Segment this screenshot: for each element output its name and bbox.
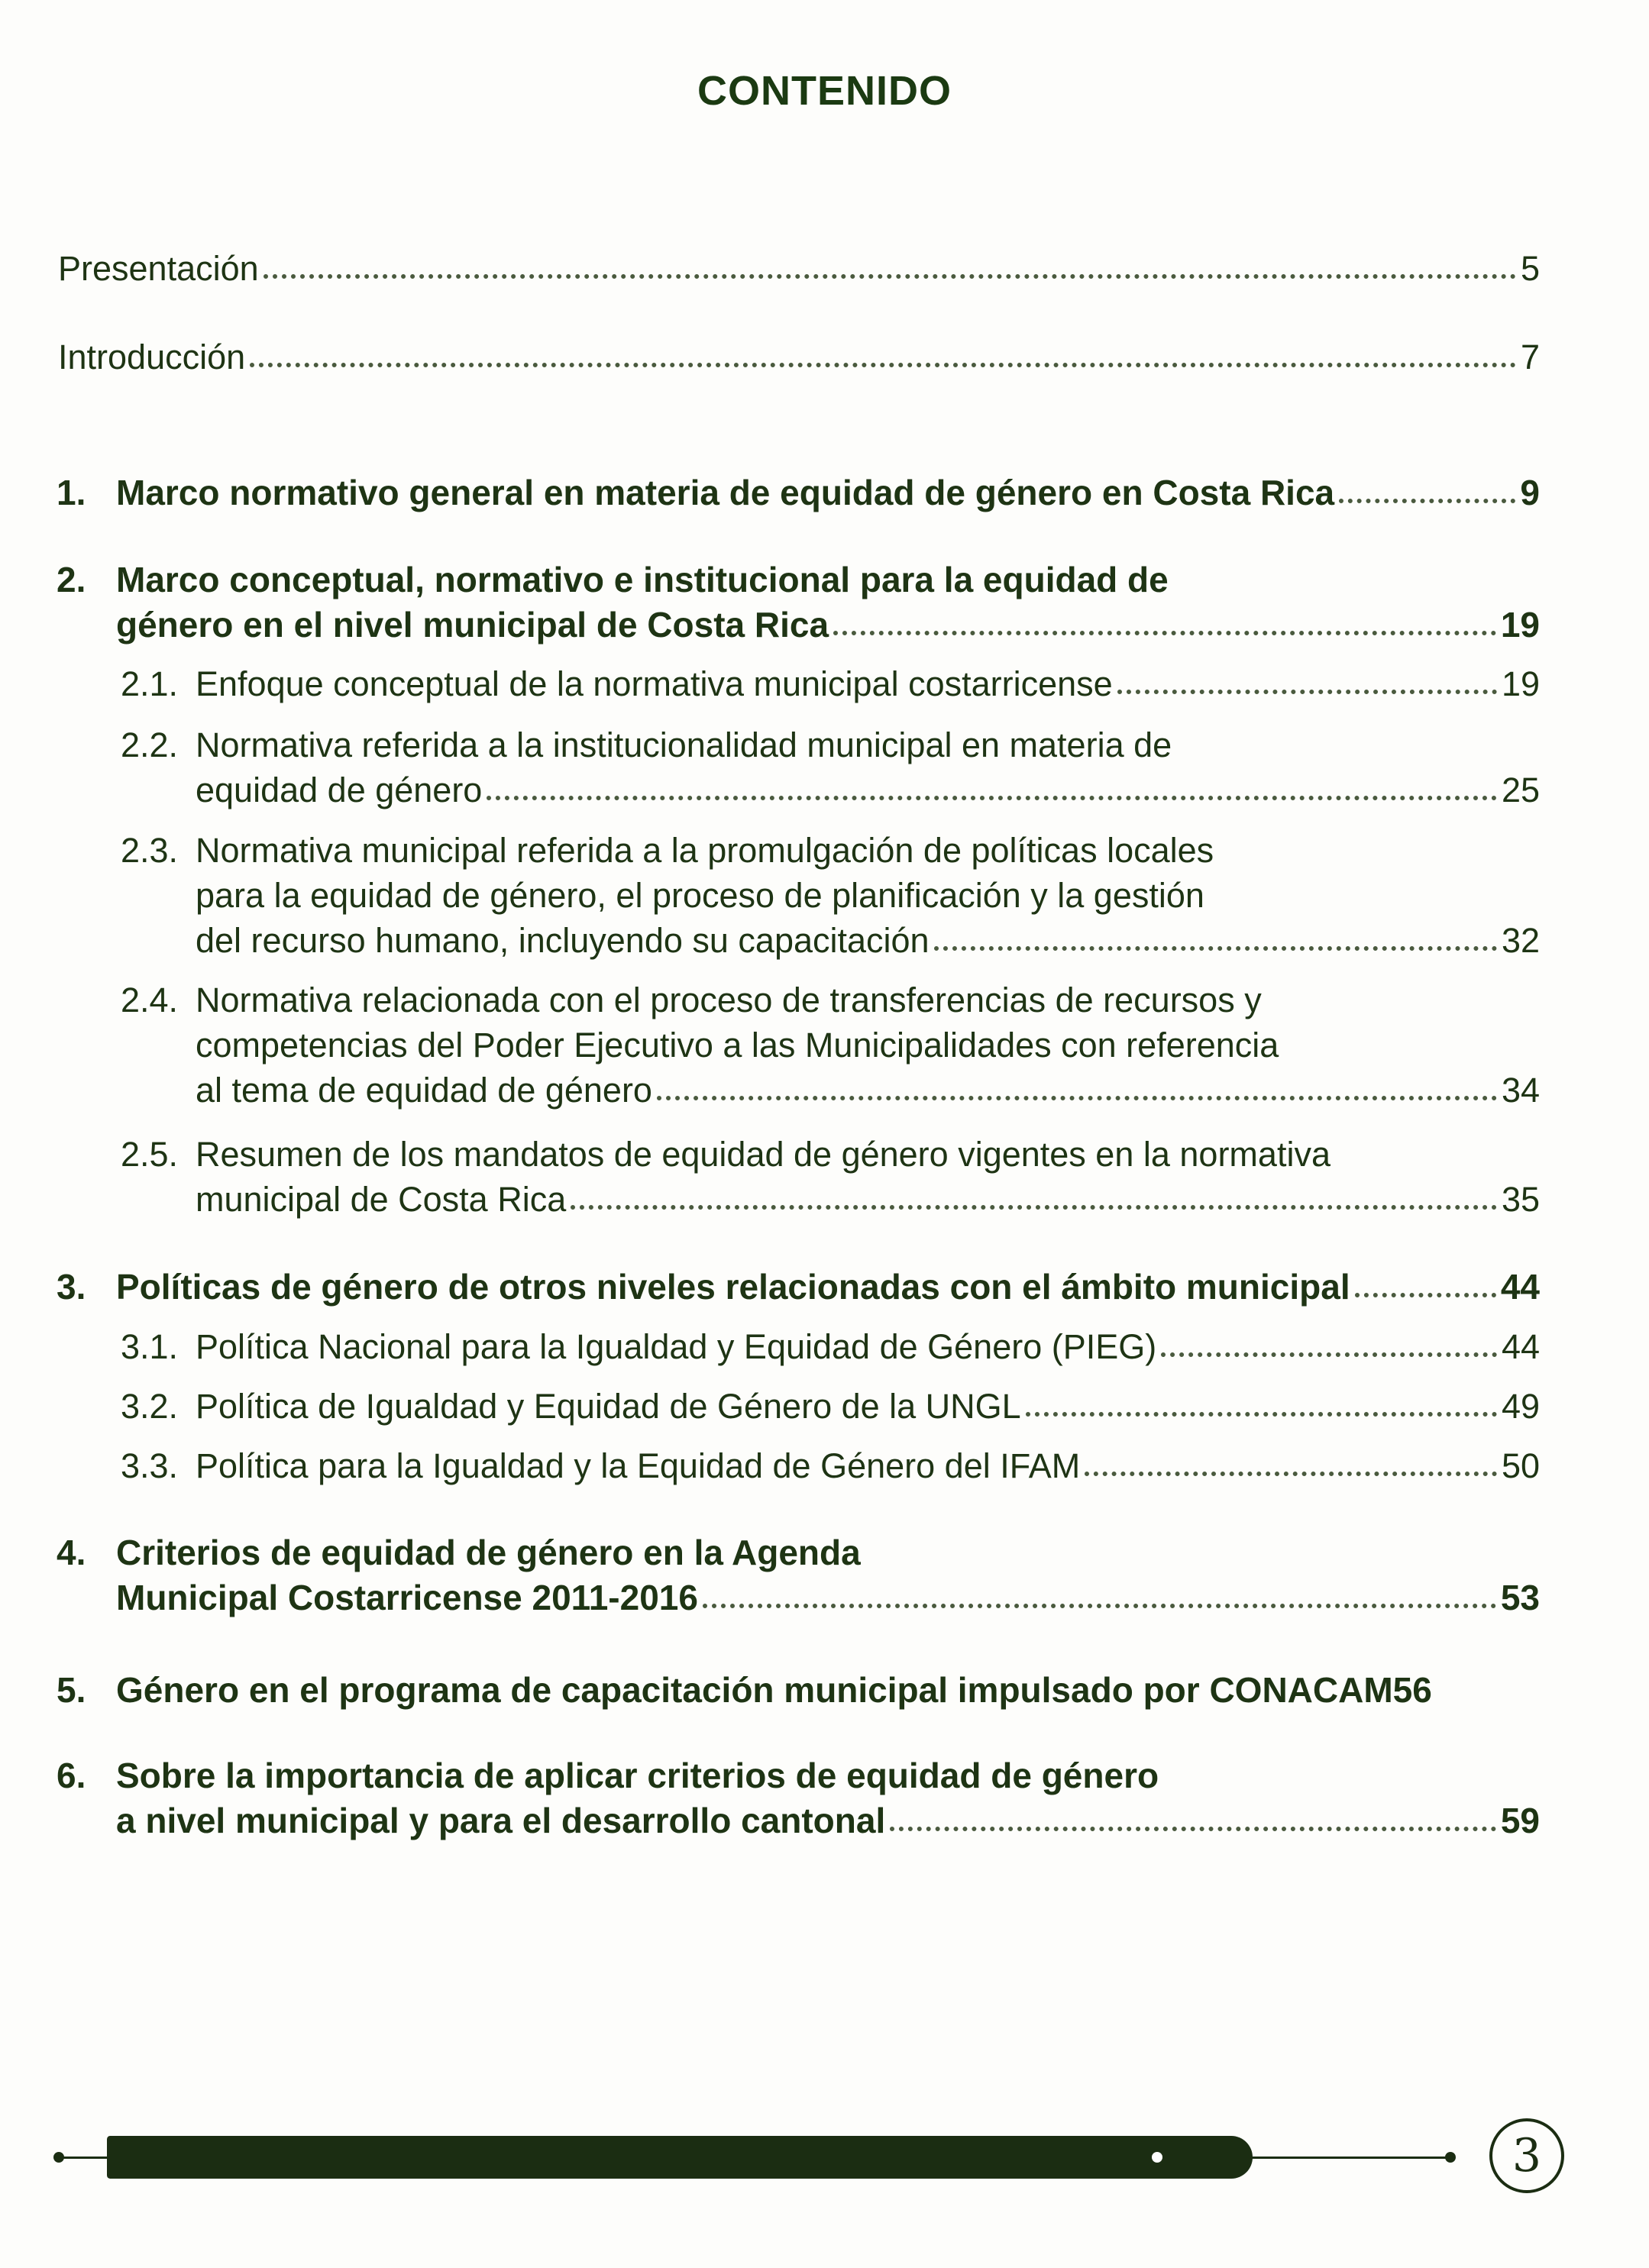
toc-entry-text: Marco normativo general en materia de equidad de género en Costa Rica <box>116 473 1335 512</box>
toc-entry-text-line: Sobre la importancia de aplicar criterios de equidad de género <box>116 1756 1159 1795</box>
toc-entry-3[interactable] <box>58 1265 1540 1310</box>
toc-entry-text-line: Normativa relacionada con el proceso de transferencias de recursos y <box>196 981 1262 1019</box>
dot-leader <box>250 363 1516 367</box>
toc-entry-number: 1. <box>57 473 86 512</box>
toc-entry-number: 5. <box>57 1670 86 1710</box>
toc-entry-number: 2.5. <box>121 1135 179 1174</box>
toc-entry-2[interactable] <box>58 557 1540 648</box>
toc-entry-page: 53 <box>1500 1578 1540 1617</box>
toc-entry-number: 2.1. <box>121 664 179 703</box>
dot-leader <box>833 631 1496 635</box>
footer-decoration-bar <box>107 2136 1253 2179</box>
toc-entry-number: 3.2. <box>121 1387 179 1426</box>
footer-decoration-line <box>60 2157 108 2159</box>
toc-entry-2-1[interactable] <box>58 661 1540 706</box>
toc-entry-text-line: para la equidad de género, el proceso de planificación y la gestión <box>196 876 1204 915</box>
toc-entry-page: 34 <box>1501 1071 1540 1110</box>
toc-entry-page: 35 <box>1501 1180 1540 1219</box>
toc-entry-page: 5 <box>1520 249 1540 288</box>
toc-entry-2-4[interactable] <box>58 977 1540 1113</box>
toc-entry-number: 6. <box>57 1756 86 1795</box>
toc-entry-text: municipal de Costa Rica <box>196 1180 567 1219</box>
toc-entry-2-3[interactable] <box>58 828 1540 963</box>
toc-entry-number: 3. <box>57 1267 86 1307</box>
toc-entry-presentacion[interactable] <box>58 246 1540 291</box>
toc-entry-6[interactable] <box>58 1753 1540 1843</box>
toc-entry-page: 44 <box>1501 1327 1540 1366</box>
toc-entry-text-line: Marco conceptual, normativo e institucional para la equidad de <box>116 560 1169 599</box>
toc-entry-4[interactable] <box>58 1530 1540 1620</box>
toc-entry-page: 32 <box>1501 921 1540 960</box>
toc-entry-text: Introducción <box>58 338 246 376</box>
dot-leader <box>934 946 1497 951</box>
footer-decoration-dot <box>1152 2152 1162 2163</box>
toc-entry-text: Género en el programa de capacitación municipal impulsado por CONACAM56 <box>116 1670 1432 1710</box>
dot-leader <box>703 1604 1496 1608</box>
toc-entry-page: 19 <box>1500 605 1540 645</box>
toc-entry-text-line: Normativa referida a la institucionalidad municipal en materia de <box>196 725 1172 764</box>
toc-entry-number: 3.1. <box>121 1327 179 1366</box>
dot-leader <box>571 1205 1497 1210</box>
dot-leader <box>1085 1472 1497 1476</box>
toc-entry-2-2[interactable] <box>58 722 1540 813</box>
toc-entry-text: equidad de género <box>196 771 483 809</box>
toc-entry-page: 49 <box>1501 1387 1540 1426</box>
toc-entry-text-line: Resumen de los mandatos de equidad de género vigentes en la normativa <box>196 1135 1331 1174</box>
page-number: 3 <box>1489 2118 1564 2193</box>
toc-entry-3-2[interactable] <box>58 1384 1540 1429</box>
toc-entry-page: 7 <box>1520 338 1540 376</box>
page-title: CONTENIDO <box>697 68 952 114</box>
dot-leader <box>264 274 1516 279</box>
toc-entry-text-line: Normativa municipal referida a la promulgación de políticas locales <box>196 831 1214 870</box>
toc-entry-5[interactable] <box>58 1668 1540 1713</box>
toc-entry-introduccion[interactable] <box>58 334 1540 380</box>
toc-entry-page: 25 <box>1501 771 1540 809</box>
dot-leader <box>890 1827 1496 1831</box>
toc-entry-2-5[interactable] <box>58 1132 1540 1222</box>
dot-leader <box>1161 1352 1497 1357</box>
toc-entry-number: 2.3. <box>121 831 179 870</box>
toc-entry-page: 50 <box>1501 1446 1540 1485</box>
dot-leader <box>1355 1293 1496 1297</box>
toc-entry-text: al tema de equidad de género <box>196 1071 652 1110</box>
toc-entry-page: 9 <box>1520 473 1540 512</box>
toc-entry-text: Municipal Costarricense 2011-2016 <box>116 1578 698 1617</box>
toc-entry-text: Enfoque conceptual de la normativa municipal costarricense <box>196 664 1113 703</box>
toc-entry-page: 44 <box>1500 1267 1540 1307</box>
footer-decoration-dot <box>1445 2152 1456 2163</box>
toc-entry-text: Política para la Igualdad y la Equidad de Género del IFAM <box>196 1446 1081 1485</box>
toc-entry-text: Política de Igualdad y Equidad de Género de la UNGL <box>196 1387 1021 1426</box>
toc-entry-text: Políticas de género de otros niveles relacionadas con el ámbito municipal <box>116 1267 1350 1307</box>
toc-entry-3-3[interactable] <box>58 1443 1540 1488</box>
dot-leader <box>1339 499 1515 503</box>
toc-entry-text-line: Criterios de equidad de género en la Agenda <box>116 1533 861 1572</box>
toc-entry-text: Presentación <box>58 249 259 288</box>
toc-entry-page: 59 <box>1500 1801 1540 1840</box>
toc-entry-1[interactable] <box>58 470 1540 515</box>
dot-leader <box>487 796 1497 800</box>
toc-entry-number: 2. <box>57 560 86 599</box>
toc-entry-number: 2.4. <box>121 981 179 1019</box>
toc-entry-text: género en el nivel municipal de Costa Rica <box>116 605 829 645</box>
toc-entry-page: 19 <box>1501 664 1540 703</box>
toc-entry-3-1[interactable] <box>58 1324 1540 1369</box>
toc-entry-text: del recurso humano, incluyendo su capacitación <box>196 921 930 960</box>
dot-leader <box>1026 1412 1497 1417</box>
footer-decoration-line <box>1161 2157 1451 2159</box>
toc-entry-number: 2.2. <box>121 725 179 764</box>
toc-entry-text: a nivel municipal y para el desarrollo cantonal <box>116 1801 886 1840</box>
toc-entry-text: Política Nacional para la Igualdad y Equidad de Género (PIEG) <box>196 1327 1157 1366</box>
toc-entry-number: 3.3. <box>121 1446 179 1485</box>
toc-entry-text-line: competencias del Poder Ejecutivo a las Municipalidades con referencia <box>196 1026 1279 1065</box>
toc-entry-number: 4. <box>57 1533 86 1572</box>
dot-leader <box>1117 690 1497 694</box>
dot-leader <box>657 1096 1497 1100</box>
